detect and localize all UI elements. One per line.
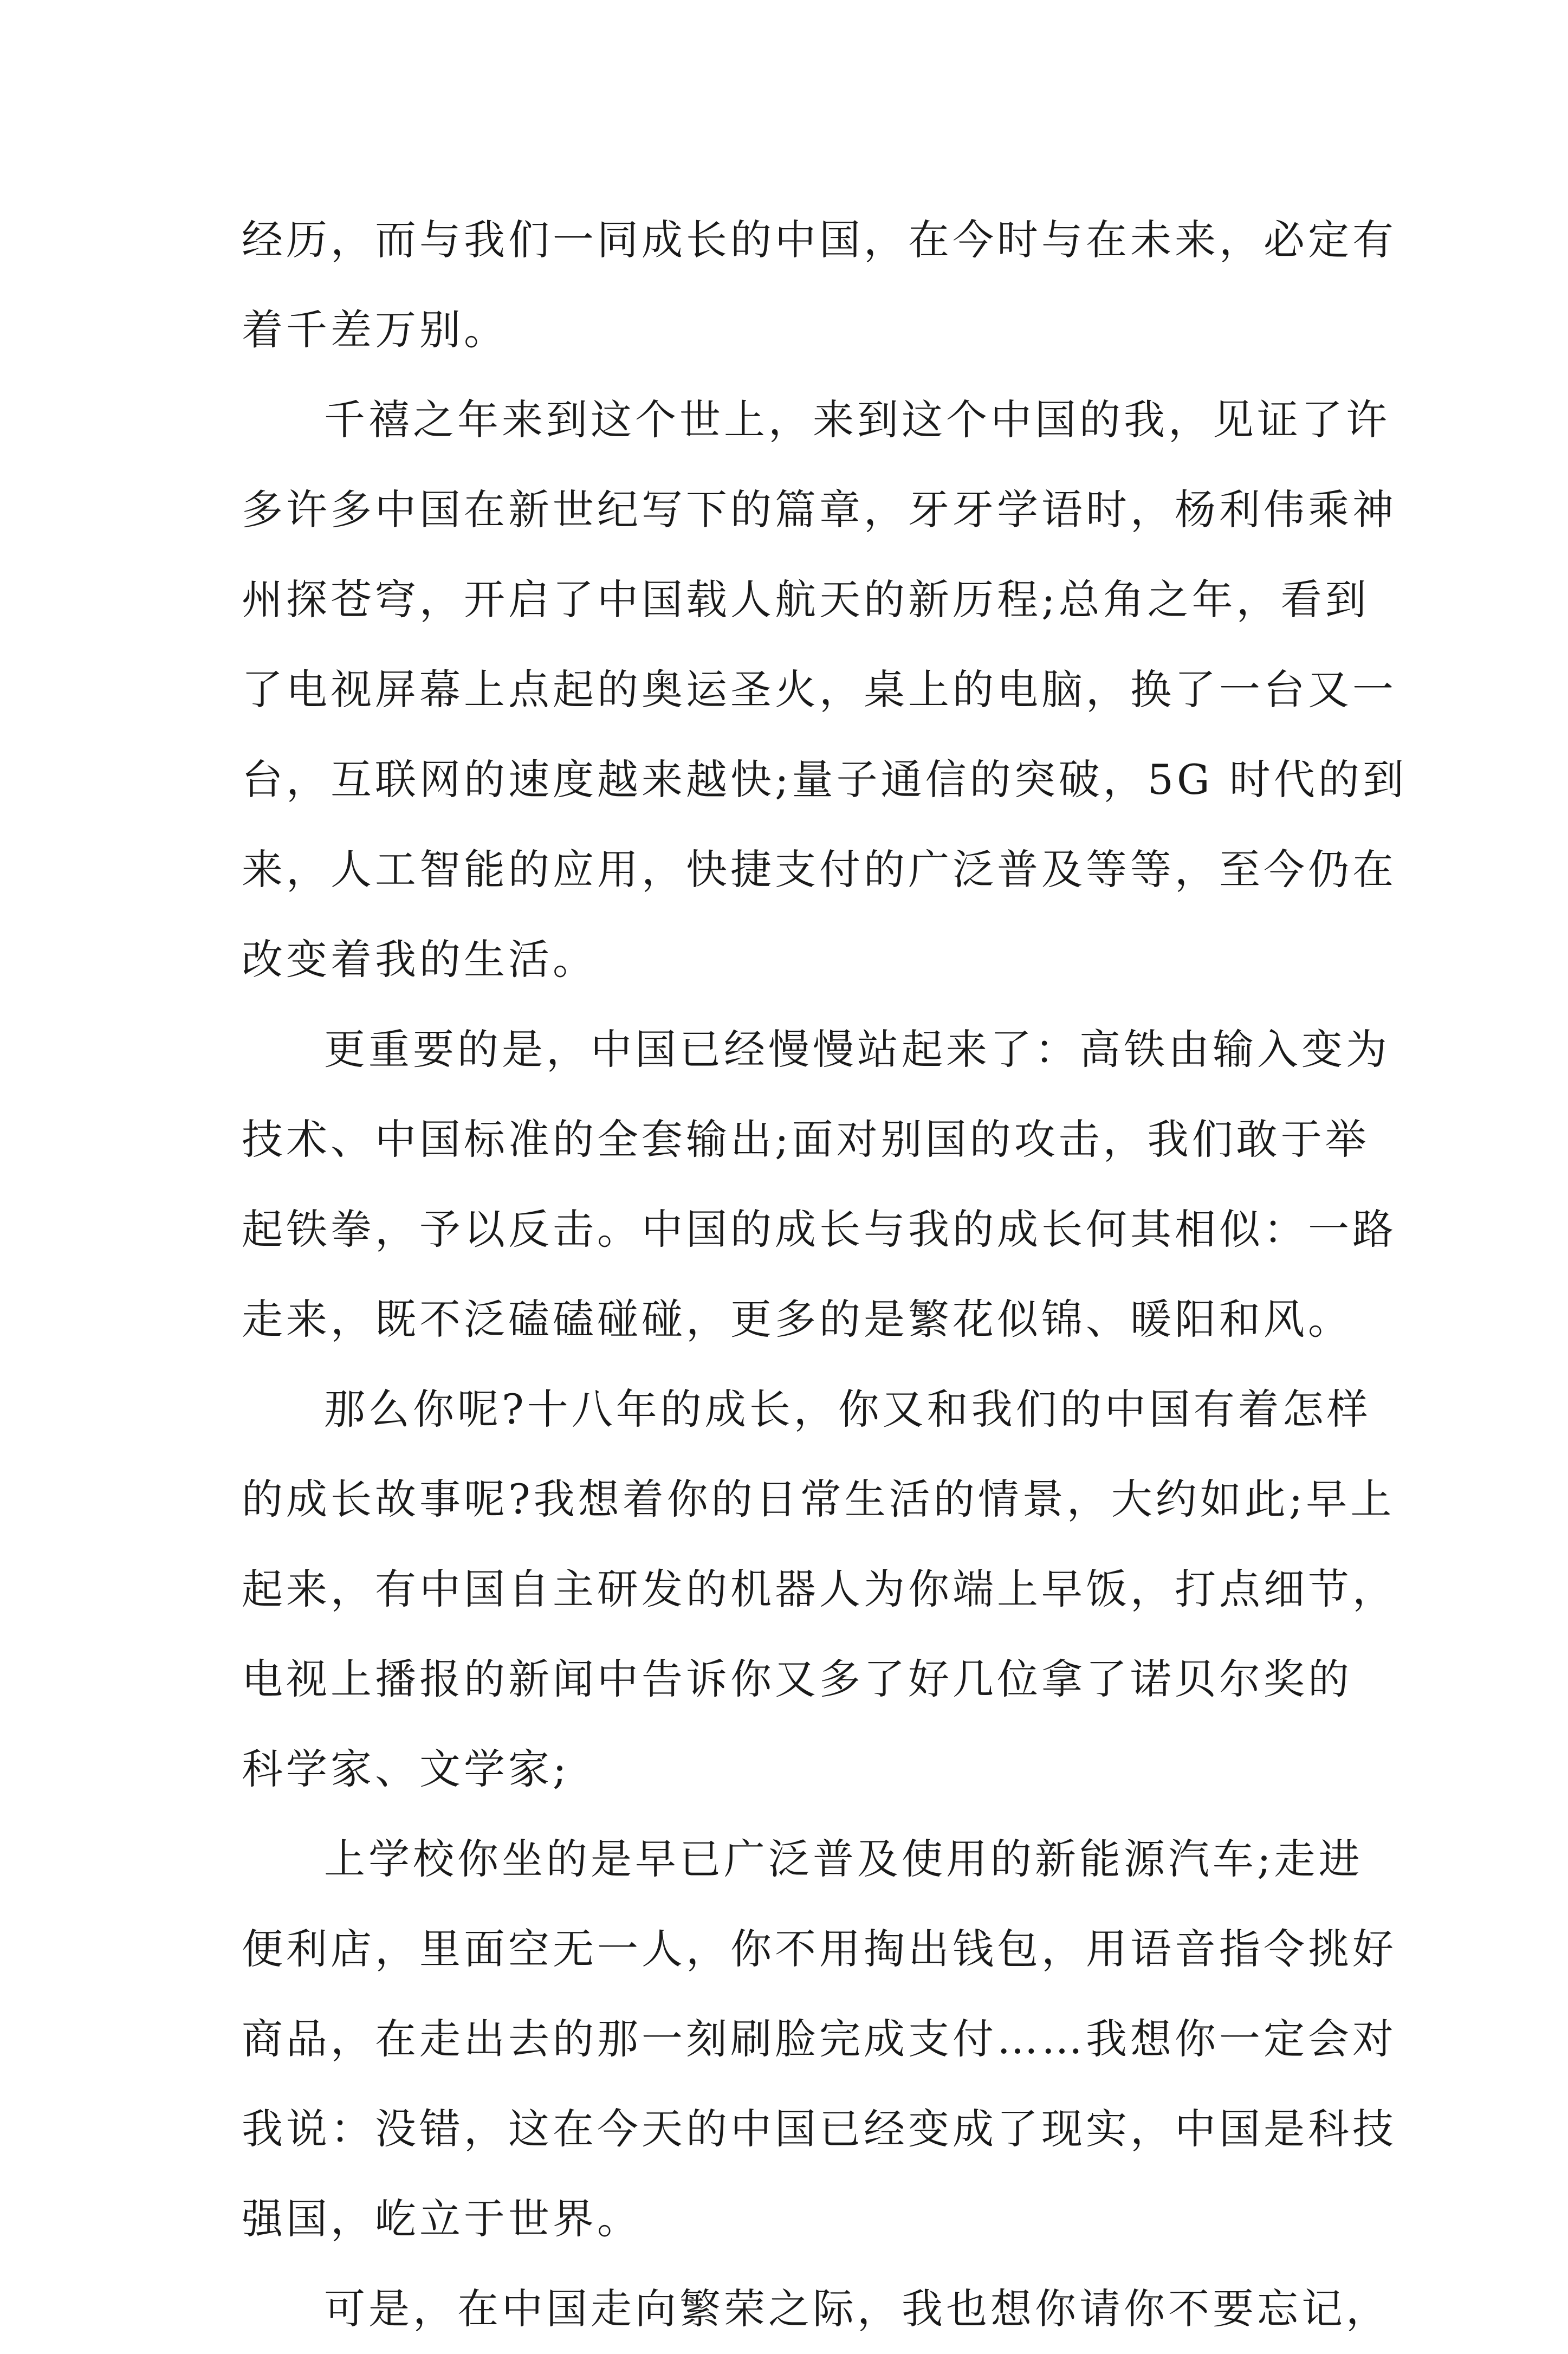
text-line: 着千差万别。 — [242, 306, 508, 354]
text-line: 商品，在走出去的那一刻刷脸完成支付……我想你一定会对 — [242, 2015, 1397, 2063]
text-line: 走来，既不泛磕磕碰碰，更多的是繁花似锦、暖阳和风。 — [242, 1295, 1352, 1343]
paragraph-first-line: 那么你呢?十八年的成长，你又和我们的中国有着怎样 — [324, 1385, 1371, 1433]
text-line: 经历，而与我们一同成长的中国，在今时与在未来，必定有 — [242, 216, 1397, 264]
text-line: 我说：没错，这在今天的中国已经变成了现实，中国是科技 — [242, 2105, 1397, 2153]
text-line: 来，人工智能的应用，快捷支付的广泛普及等等，至今仍在 — [242, 845, 1397, 894]
paragraph-first-line: 可是，在中国走向繁荣之际，我也想你请你不要忘记， — [324, 2285, 1390, 2333]
text-line: 技术、中国标准的全套输出;面对别国的攻击，我们敢于举 — [242, 1115, 1370, 1163]
paragraph-first-line: 更重要的是，中国已经慢慢站起来了：高铁由输入变为 — [324, 1025, 1390, 1073]
text-line: 改变着我的生活。 — [242, 935, 597, 984]
paragraph-first-line: 千禧之年来到这个世上，来到这个中国的我，见证了许 — [324, 396, 1390, 444]
text-line: 强国，屹立于世界。 — [242, 2195, 642, 2243]
text-line: 台，互联网的速度越来越快;量子通信的突破，5G 时代的到 — [242, 755, 1407, 804]
text-line: 科学家、文学家; — [242, 1745, 570, 1793]
text-line: 便利店，里面空无一人，你不用掏出钱包，用语音指令挑好 — [242, 1925, 1397, 1973]
paragraph-first-line: 上学校你坐的是早已广泛普及使用的新能源汽车;走进 — [324, 1835, 1363, 1883]
text-line: 电视上播报的新闻中告诉你又多了好几位拿了诺贝尔奖的 — [242, 1655, 1352, 1703]
document-body — [242, 195, 1407, 2354]
text-line: 了电视屏幕上点起的奥运圣火，桌上的电脑，换了一台又一 — [242, 665, 1397, 714]
text-line: 州探苍穹，开启了中国载人航天的新历程;总角之年，看到 — [242, 575, 1370, 624]
text-line: 起铁拳，予以反击。中国的成长与我的成长何其相似：一路 — [242, 1205, 1397, 1253]
text-line: 多许多中国在新世纪写下的篇章，牙牙学语时，杨利伟乘神 — [242, 486, 1397, 534]
text-line: 的成长故事呢?我想着你的日常生活的情景，大约如此;早上 — [242, 1475, 1395, 1523]
text-line: 起来，有中国自主研发的机器人为你端上早饭，打点细节， — [242, 1565, 1397, 1613]
